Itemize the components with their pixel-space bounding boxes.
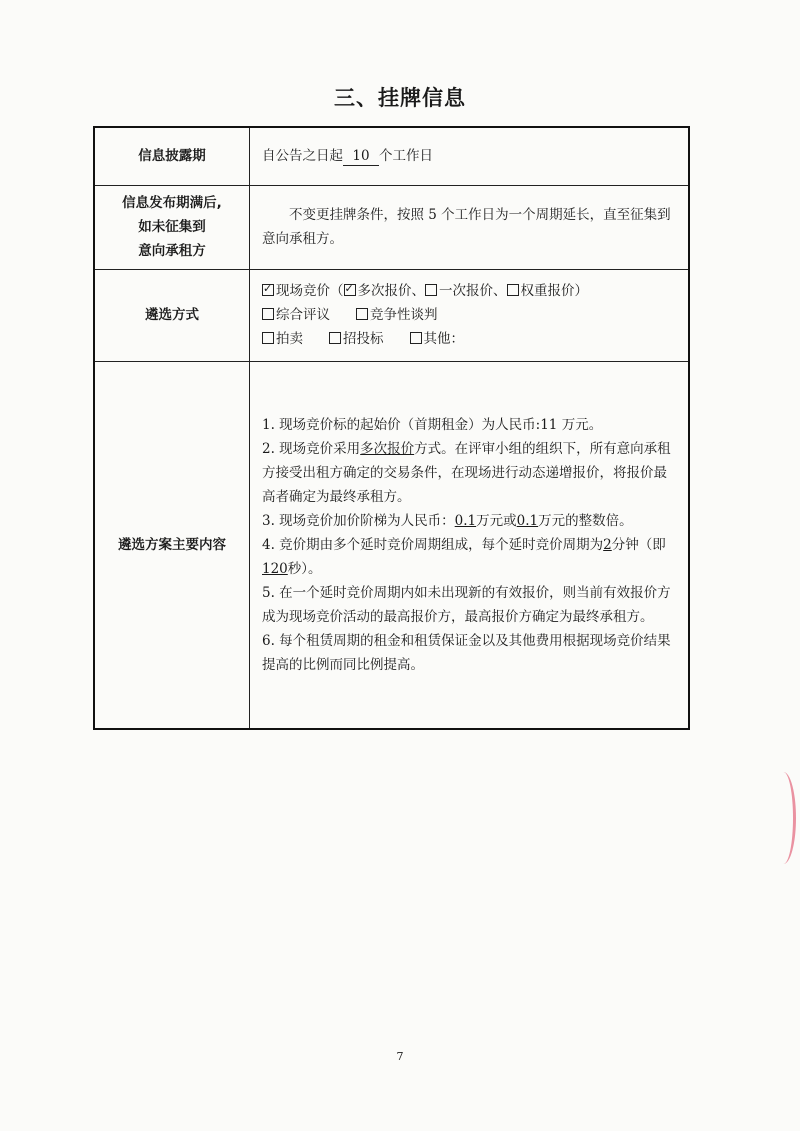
page-number: 7 <box>396 1050 404 1063</box>
selection-line-3 <box>262 327 676 351</box>
selection-line-2 <box>262 303 676 327</box>
underlined-value: 多次报价 <box>360 440 415 457</box>
selection-options <box>250 269 690 361</box>
table-row <box>94 361 689 729</box>
option-weighted-quote: 权重报价） <box>520 283 588 299</box>
no-tenant-label-line: 意向承租方 <box>138 243 206 259</box>
plan-content <box>250 361 690 729</box>
no-tenant-text: 不变更挂牌条件，按照 5 个工作日为一个周期延长，直至征集到意向承租方。 <box>250 185 690 269</box>
underlined-value: 0.1 <box>516 512 539 529</box>
underlined-value: 2 <box>603 536 612 553</box>
option-competitive-negotiation: 竞争性谈判 <box>370 307 438 323</box>
plan-item-3: 3. 现场竞价加价阶梯为人民币：0.1万元或0.1万元的整数倍。 <box>262 512 633 529</box>
listing-info-table <box>93 126 690 730</box>
option-auction: 拍卖 <box>276 331 303 347</box>
checkbox-onsite-bidding[interactable] <box>262 284 274 296</box>
plan-item-5: 5. 在一个延时竞价周期内如未出现新的有效报价，则当前有效报价方成为现场竞价活动的最高报价方，最高报价方确定为最终承租方。 <box>262 584 671 625</box>
plan-item-6: 6. 每个租赁周期的租金和租赁保证金以及其他费用根据现场竞价结果提高的比例而同比例提高。 <box>262 632 671 673</box>
plan-item-2: 2. 现场竞价采用多次报价方式。在评审小组的组织下，所有意向承租方接受出租方确定的交易条件，在现场进行动态递增报价，将报价最高者确定为最终承租方。 <box>262 440 671 505</box>
option-onsite-bidding: 现场竞价（ <box>276 283 344 299</box>
checkbox-auction[interactable] <box>262 332 274 344</box>
no-tenant-label <box>94 185 250 269</box>
checkbox-tender[interactable] <box>329 332 341 344</box>
section-title: 三、挂牌信息 <box>334 86 466 110</box>
disclosure-suffix: 个工作日 <box>379 148 433 165</box>
disclosure-label: 信息披露期 <box>94 127 250 185</box>
disclosure-days: 10 <box>343 147 379 166</box>
plan-label: 遴选方案主要内容 <box>94 361 250 729</box>
underlined-value: 0.1 <box>454 512 477 529</box>
table-row <box>94 185 689 269</box>
checkbox-single-quote[interactable] <box>425 284 437 296</box>
table-row <box>94 269 689 361</box>
plan-item-4: 4. 竞价期由多个延时竞价周期组成，每个延时竞价周期为2分钟（即120秒）。 <box>262 536 666 577</box>
selection-line-1 <box>262 279 676 303</box>
red-seal-mark <box>771 772 796 864</box>
disclosure-prefix: 自公告之日起 <box>262 148 343 165</box>
option-comprehensive-review: 综合评议 <box>276 307 330 323</box>
disclosure-value <box>250 127 690 185</box>
option-other: 其他： <box>423 331 464 347</box>
checkbox-competitive-negotiation[interactable] <box>356 308 368 320</box>
checkbox-multiple-quotes[interactable] <box>344 284 356 296</box>
checkbox-other[interactable] <box>410 332 422 344</box>
underlined-value: 120 <box>262 560 288 577</box>
option-single-quote: 一次报价、 <box>439 283 507 299</box>
plan-item-1: 1. 现场竞价标的起始价（首期租金）为人民币:11 万元。 <box>262 416 603 433</box>
table-row <box>94 127 689 185</box>
option-multiple-quotes: 多次报价、 <box>357 283 425 299</box>
option-tender: 招投标 <box>343 331 384 347</box>
checkbox-comprehensive-review[interactable] <box>262 308 274 320</box>
checkbox-weighted-quote[interactable] <box>507 284 519 296</box>
selection-label: 遴选方式 <box>94 269 250 361</box>
no-tenant-label-line: 如未征集到 <box>138 219 206 235</box>
no-tenant-label-line: 信息发布期满后, <box>122 195 222 211</box>
